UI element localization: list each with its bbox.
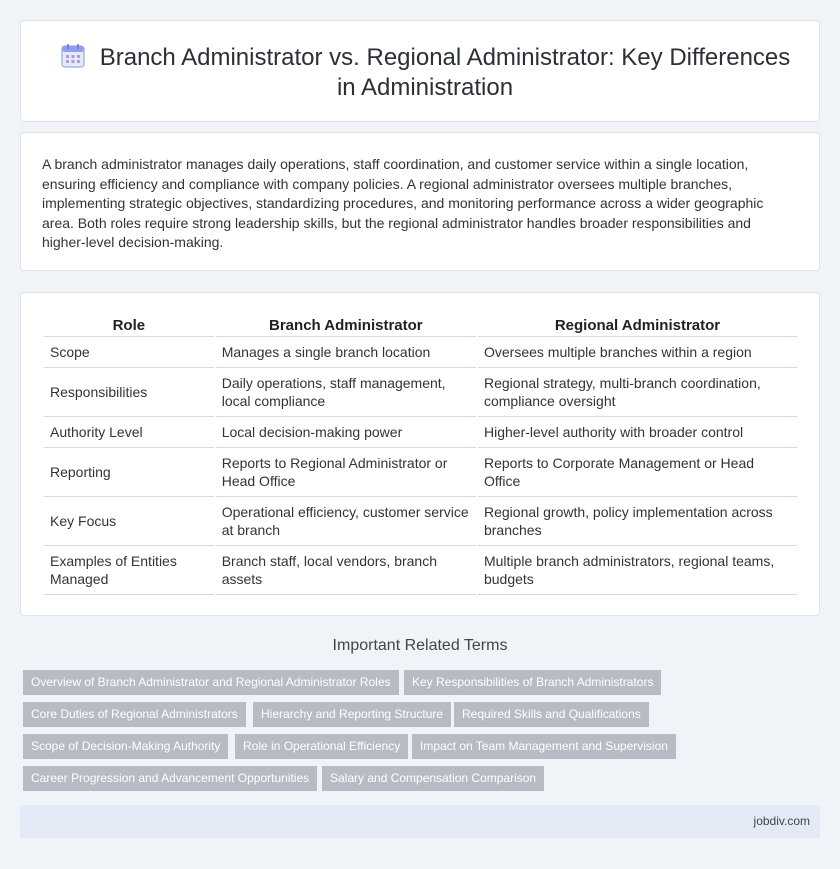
regional-cell: Multiple branch administrators, regional teams, budgets (478, 546, 797, 595)
related-term-tag[interactable]: Career Progression and Advancement Opportunities (23, 766, 317, 791)
related-term-tag[interactable]: Key Responsibilities of Branch Administrators (404, 670, 661, 695)
related-term-tag[interactable]: Salary and Compensation Comparison (322, 766, 544, 791)
related-term-tag[interactable]: Role in Operational Efficiency (235, 734, 408, 759)
header-branch-administrator: Branch Administrator (216, 315, 476, 337)
table-row (44, 417, 797, 448)
header-card (20, 20, 820, 122)
footer-site-link[interactable]: jobdiv.com (753, 814, 810, 828)
related-term-tag[interactable]: Overview of Branch Administrator and Regional Administrator Roles (23, 670, 399, 695)
row-label: Key Focus (44, 497, 214, 546)
row-label: Authority Level (44, 417, 214, 448)
branch-cell: Operational efficiency, customer service at branch (216, 497, 476, 546)
regional-cell: Reports to Corporate Management or Head Office (478, 448, 797, 497)
table-row (44, 337, 797, 368)
related-terms-title: Important Related Terms (332, 637, 508, 654)
table-row (44, 497, 797, 546)
footer (20, 805, 820, 838)
branch-cell: Reports to Regional Administrator or Head Office (216, 448, 476, 497)
regional-cell: Regional growth, policy implementation across branches (478, 497, 797, 546)
row-label: Examples of Entities Managed (44, 546, 214, 595)
row-label: Reporting (44, 448, 214, 497)
branch-cell: Branch staff, local vendors, branch assets (216, 546, 476, 595)
regional-cell: Regional strategy, multi-branch coordination, compliance oversight (478, 368, 797, 417)
table-header-row (44, 315, 797, 337)
branch-cell: Daily operations, staff management, local compliance (216, 368, 476, 417)
regional-cell: Higher-level authority with broader control (478, 417, 797, 448)
row-label: Scope (44, 337, 214, 368)
table-row (44, 546, 797, 595)
comparison-table-card (20, 292, 820, 616)
table-row (44, 368, 797, 417)
intro-paragraph: A branch administrator manages daily operations, staff coordination, and customer service within a single location, ensuring efficiency and compliance with company policies. A regional administrator oversees multiple branches, implementing strategic objectives, standardizing procedures, and monitoring performance across a wider geographic area. Both roles require strong leadership skills, but the regional administrator handles broader responsibilities and higher-level decision-making. (42, 156, 764, 251)
regional-cell: Oversees multiple branches within a region (478, 337, 797, 368)
row-label: Responsibilities (44, 368, 214, 417)
related-term-tag[interactable]: Required Skills and Qualifications (454, 702, 649, 727)
branch-cell: Manages a single branch location (216, 337, 476, 368)
header-role: Role (44, 315, 214, 337)
comparison-table (42, 315, 799, 595)
calendar-icon (60, 43, 86, 69)
branch-cell: Local decision-making power (216, 417, 476, 448)
intro-card (20, 132, 820, 271)
page-title-text: Branch Administrator vs. Regional Administrator: Key Differences in Administration (99, 44, 791, 101)
header-regional-administrator: Regional Administrator (478, 315, 797, 337)
related-term-tag[interactable]: Core Duties of Regional Administrators (23, 702, 246, 727)
table-row (44, 448, 797, 497)
related-term-tag[interactable]: Hierarchy and Reporting Structure (253, 702, 451, 727)
page-title (51, 43, 799, 103)
related-term-tag[interactable]: Scope of Decision-Making Authority (23, 734, 228, 759)
related-term-tag[interactable]: Impact on Team Management and Supervision (412, 734, 676, 759)
